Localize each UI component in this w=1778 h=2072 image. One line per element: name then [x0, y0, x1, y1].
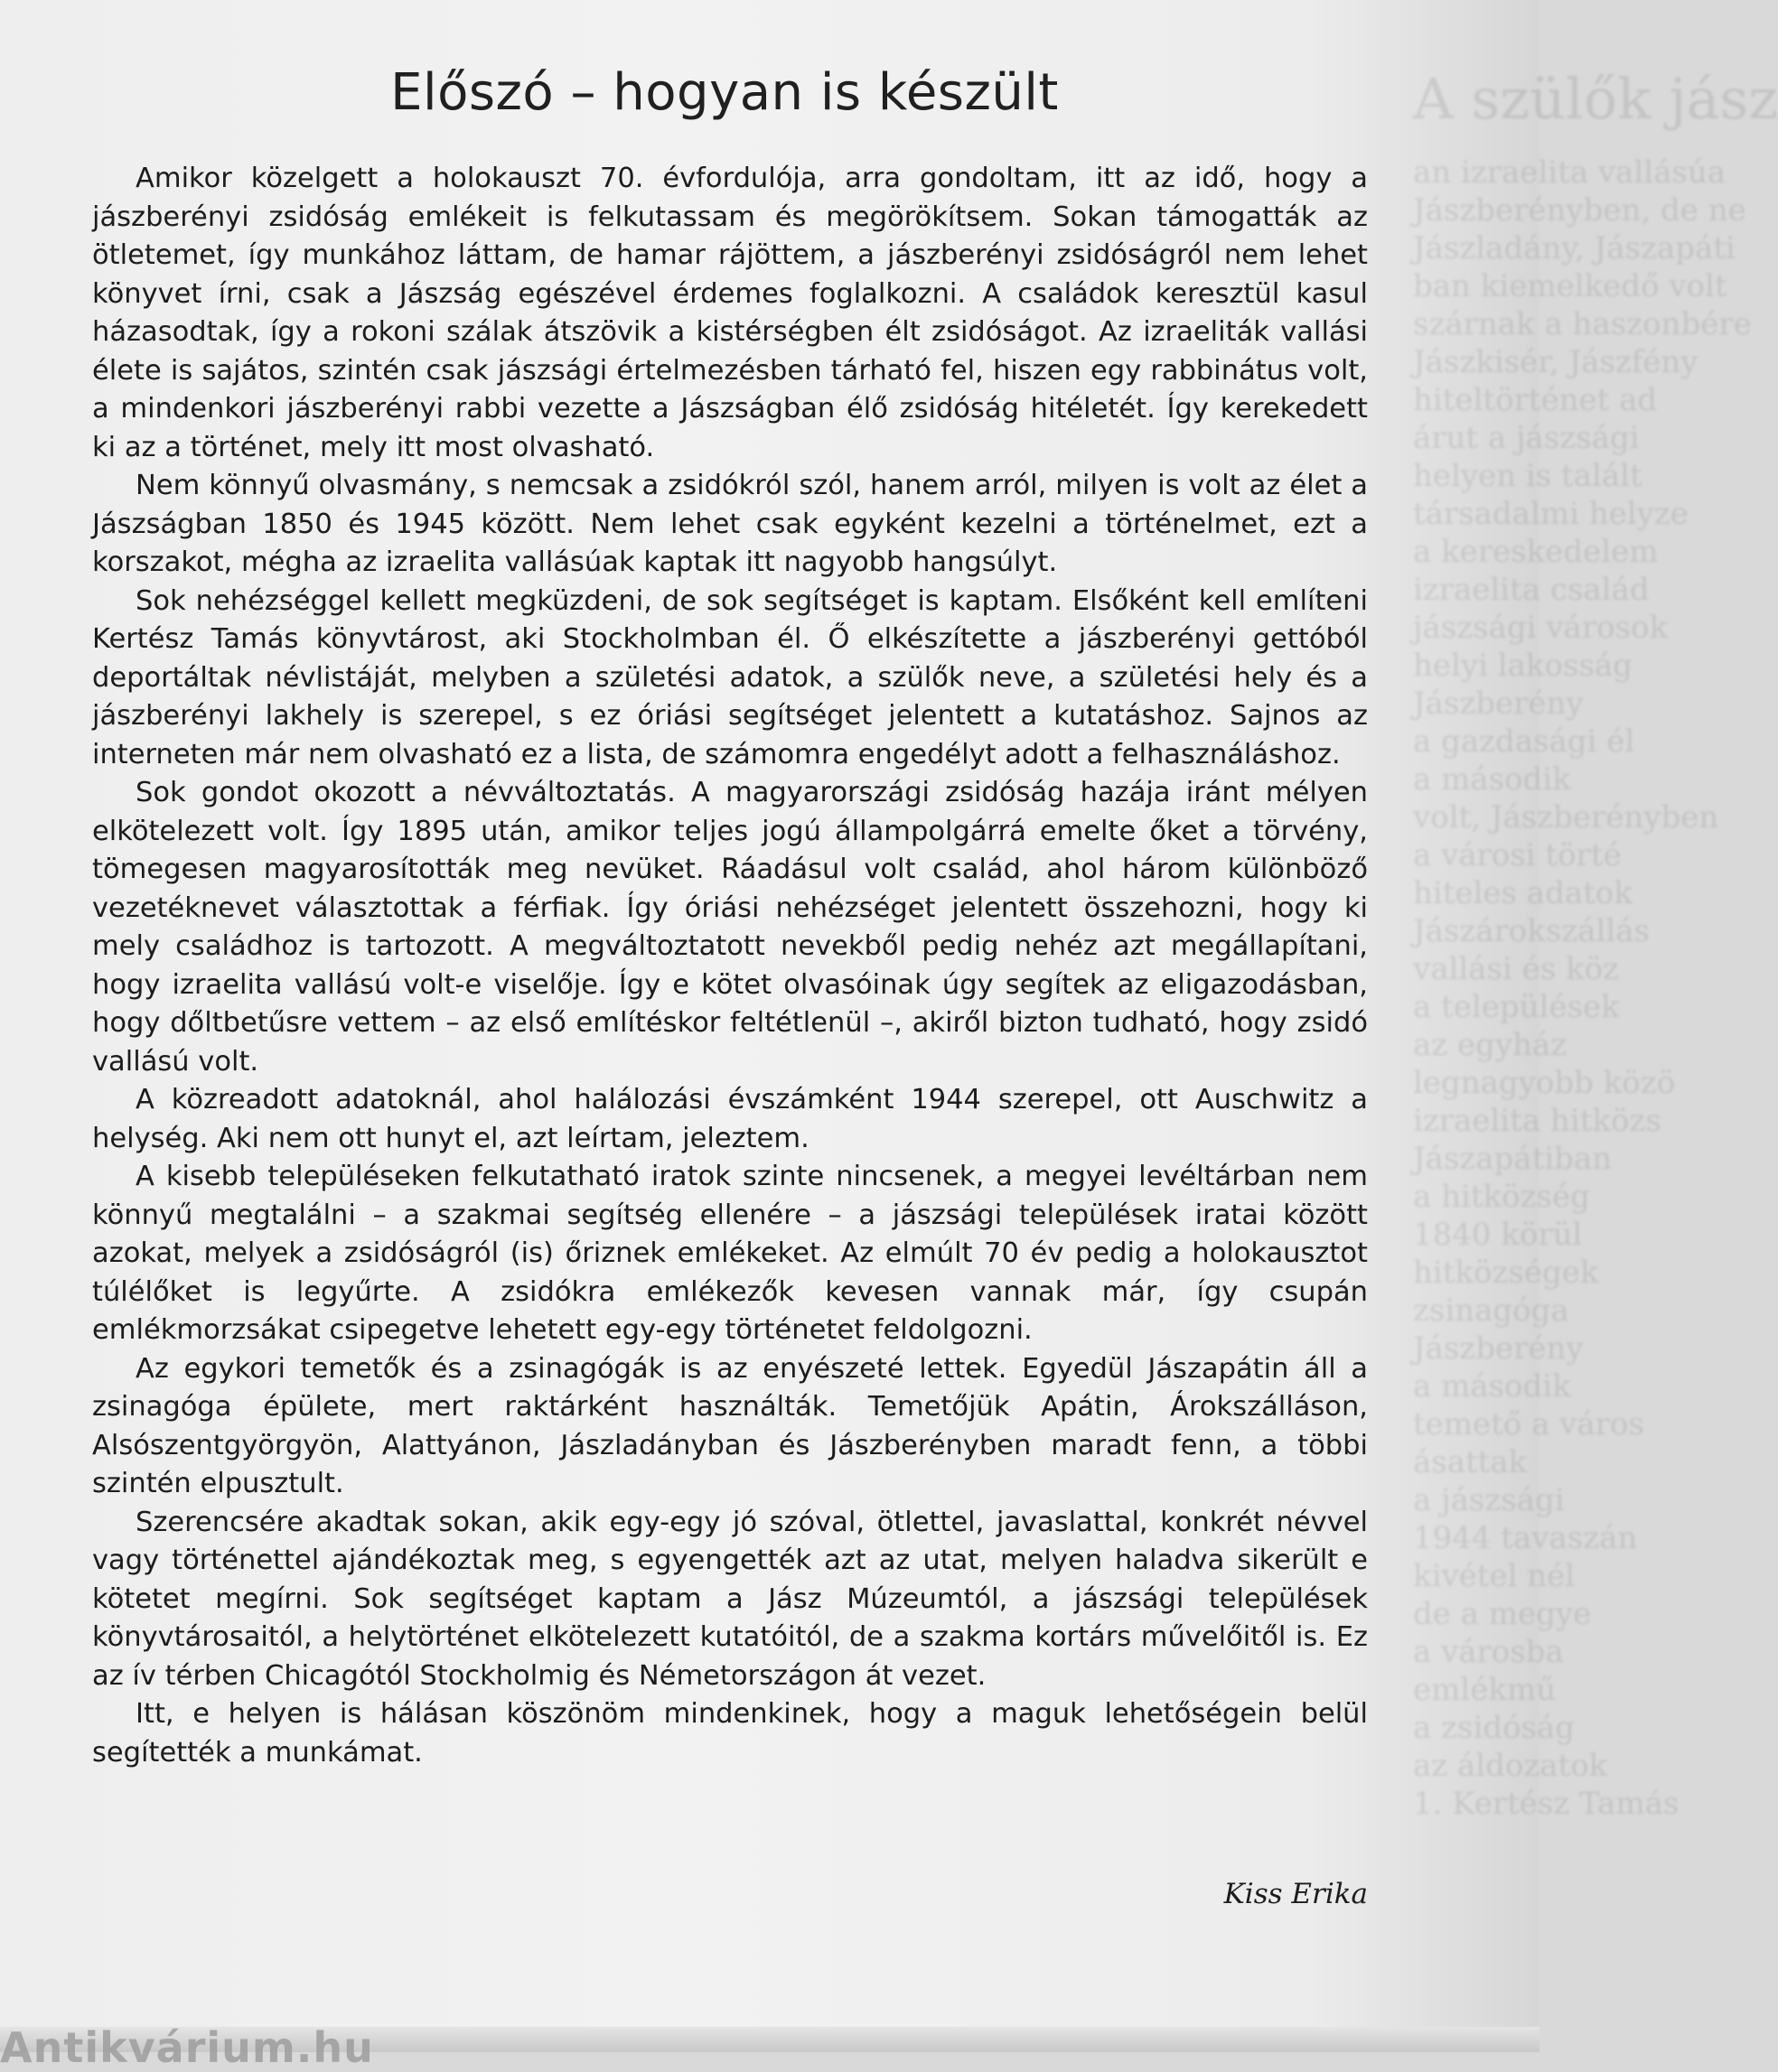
paragraph: Az egykori temetők és a zsinagógák is az enyészeté lettek. Egyedül Jászapátin áll a zsinagóga épülete, mert raktárként használták. Temetőjük Apátin, Árokszálláson, Alsószentgyörgyön, Alattyánon, Jászladányban és Jászberényben maradt fenn, a többi szintén elpusztult.: [92, 1352, 1368, 1499]
watermark: Antikvárium.hu: [0, 2023, 374, 2072]
paragraph: Szerencsére akadtak sokan, akik egy-egy jó szóval, ötlettel, javaslattal, konkrét névvel vagy történettel ajándékoztak meg, s egyengették azt az utat, melyen haladva sikerült e kötetet megírni. Sok segítséget kaptam a Jász Múzeumtól, a jászsági települések könyvtárosaitól, a helytörténet elkötelezett kutatóitól, de a szakma kortárs művelőitől is. Ez az ív térben Chicagótól Stockholmig és Németországon át vezet.: [92, 1506, 1368, 1692]
paragraph: Sok gondot okozott a névváltoztatás. A magyarországi zsidóság hazája iránt mélyen elkötelezett volt. Így 1895 után, amikor teljes jogú állampolgárrá emelte őket a törvény, tömegesen magyarosították meg nevüket. Ráadásul volt család, ahol három különböző vezetéknevet választottak a férfiak. Így óriási nehézséget jelentett összehozni, hogy ki mely családhoz is tartozott. A megváltoztatott nevekből pedig nehéz azt megállapítani, hogy izraelita vallású volt-e viselője. Így e kötet olvasóinak úgy segítek az eligazodásban, hogy dőltbetűsre vettem – az első említéskor feltétlenül –, akiről bizton tudható, hogy zsidó vallású volt.: [92, 777, 1368, 1078]
paragraph: Nem könnyű olvasmány, s nemcsak a zsidókról szól, hanem arról, milyen is volt az élet a Jászságban 1850 és 1945 között. Nem lehet csak egyként kezelni a történelmet, ezt a korszakot, mégha az izraelita vallásúak kaptak itt nagyobb hangsúlyt.: [92, 470, 1368, 578]
paragraph: A kisebb településeken felkutatható iratok szinte nincsenek, a megyei levéltárban nem könnyű megtalálni – a szakmai segítség ellenére – a jászsági települések iratai között azokat, melyek a zsidóságról (is) őriznek emlékeket. Az elmúlt 70 év pedig a holokausztot túlélőket is legyűrte. A zsidókra emlékezők kevesen vannak már, így csupán emlékmorzsákat csipegetve lehetett egy-egy történetet feldolgozni.: [92, 1161, 1368, 1346]
paragraph: Amikor közelgett a holokauszt 70. évfordulója, arra gondoltam, itt az idő, hogy a jászberényi zsidóság emlékeit is felkutassam és megörökítsem. Sokan támogatták az ötletemet, így munkához láttam, de hamar rájöttem, a jászberényi zsidóságról nem lehet könyvet írni, csak a Jászság egészével érdemes foglalkozni. A családok keresztül kasul házasodtak, így a rokoni szálak átszövik a kistérségben élt zsidóságot. Az izraeliták vallási élete is sajátos, szintén csak jászsági értelmezésben tárható fel, hiszen egy rabbinátus volt, a mindenkori jászberényi rabbi vezette a Jászságban élő zsidóság hitéletét. Így kerekedett ki az a történet, mely itt most olvasható.: [92, 163, 1368, 463]
show-through-text: A szülők jász an izraelita vallásúa Jászberényben, de ne Jászladány, Jászapáti ban kiemelkedő volt szárnak a haszonbére Jászkisér, Jászfény hiteltörténet ad árut a jászsági helyen is talált társadalmi helyze a kereskedelem izraelita család jászsági városok helyi lakosság Jászberény a gazdasági él a második volt, Jászberényben a városi törté hiteles adatok Jászárokszállás vallási és köz a települések az egyház legnagyobb közö izraelita hitközs Jászapátiban a hitközség 1840 körül hitközségek zsinagóga Jászberény a második temető a város ásattak a jászsági 1944 tavaszán kivétel nél de a megye a városba emlékmű a zsidóság az áldozatok 1. Kertész Tamás: [1413, 66, 1778, 1822]
paragraph: A közreadott adatoknál, ahol halálozási évszámként 1944 szerepel, ott Auschwitz a helység. Aki nem ott hunyt el, azt leírtam, jeleztem.: [92, 1084, 1368, 1154]
page-title: Előszó – hogyan is készült: [390, 63, 1059, 122]
paragraph: Sok nehézséggel kellett megküzdeni, de sok segítséget is kaptam. Elsőként kell említeni Kertész Tamás könyvtárost, aki Stockholmban él. Ő elkészítette a jászberényi gettóból deportáltak névlistáját, melyben a születési adatok, a szülők neve, a születési hely és a jászberényi lakhely is szerepel, s ez óriási segítséget jelentett a kutatáshoz. Sajnos az interneten már nem olvasható ez a lista, de számomra engedélyt adott a felhasználáshoz.: [92, 584, 1368, 770]
paragraph: Itt, e helyen is hálásan köszönöm mindenkinek, hogy a maguk lehetőségein belül segítették a munkámat.: [92, 1698, 1368, 1769]
body-text: [92, 160, 1368, 1772]
author-signature: Kiss Erika: [1223, 1878, 1368, 1910]
